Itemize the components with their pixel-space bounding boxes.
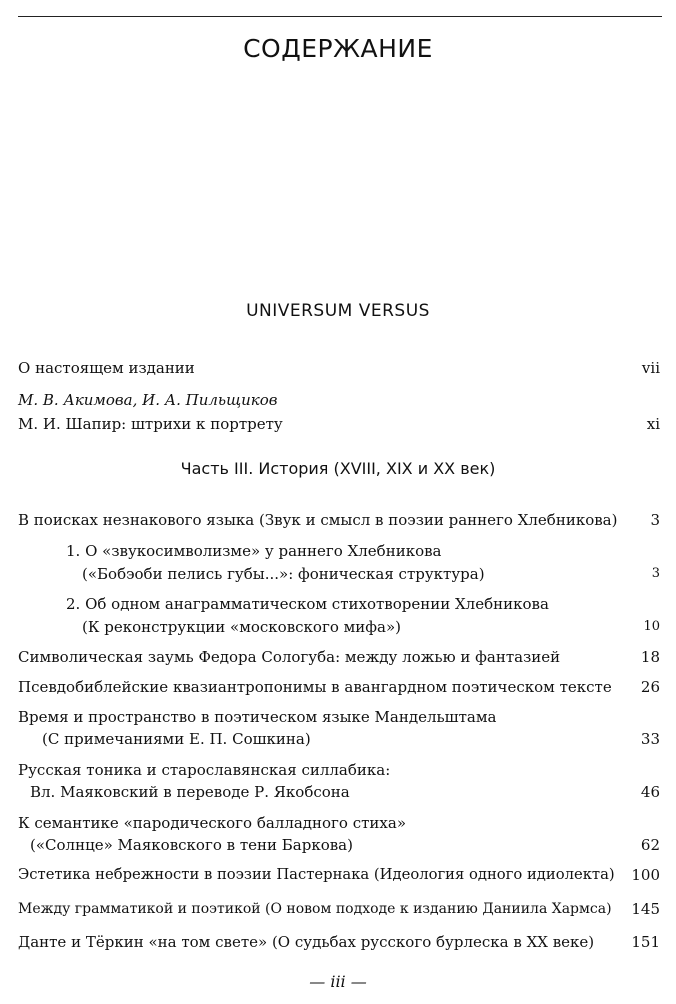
toc-subentry: («Бобэоби пелись губы...»: фоническая структура) 3	[82, 565, 660, 583]
toc-subentry: (К реконструкции «московского мифа») 10	[82, 618, 660, 636]
toc-entry: М. И. Шапир: штрихи к портрету xi	[18, 415, 660, 433]
toc-subentry: 1. О «звукосимволизме» у раннего Хлебникова	[66, 542, 442, 560]
toc-entry: Символическая заумь Федора Сологуба: между ложью и фантазией 18	[18, 648, 660, 666]
toc-entry: Псевдобиблейские квазиантропонимы в авангардном поэтическом тексте 26	[18, 678, 660, 696]
toc-entry: В поисках незнакового языка (Звук и смысл в поэзии раннего Хлебникова) 3	[18, 511, 660, 529]
page-number: — iii —	[309, 972, 367, 991]
toc-entry: Между грамматикой и поэтикой (О новом подходе к изданию Даниила Хармса) 145	[18, 900, 660, 918]
toc-entry-cont: (С примечаниями Е. П. Сошкина) 33	[42, 730, 660, 748]
toc-entry: Русская тоника и старославянская силлабика:	[18, 761, 391, 779]
toc-entry-cont: Вл. Маяковский в переводе Р. Якобсона 46	[30, 783, 660, 801]
toc-entry-authors: М. В. Акимова, И. А. Пильщиков	[18, 391, 278, 409]
top-rule	[18, 16, 662, 17]
toc-entry: Время и пространство в поэтическом языке Мандельштама	[18, 708, 497, 726]
part-title: Часть III. История (XVIII, XIX и XX век)	[180, 459, 496, 478]
toc-entry: К семантике «пародического балладного стиха»	[18, 814, 406, 832]
toc-entry: Данте и Тёркин «на том свете» (О судьбах русского бурлеска в XX веке) 151	[18, 933, 660, 951]
toc-entry: О настоящем издании vii	[18, 359, 660, 377]
toc-entry-cont: («Солнце» Маяковского в тени Баркова) 62	[30, 836, 660, 854]
series-title: UNIVERSUM VERSUS	[246, 301, 430, 321]
page-title: СОДЕРЖАНИЕ	[243, 34, 433, 63]
toc-entry: Эстетика небрежности в поэзии Пастернака (Идеология одного идиолекта) 100	[18, 866, 660, 884]
toc-subentry: 2. Об одном анаграмматическом стихотворении Хлебникова	[66, 595, 549, 613]
